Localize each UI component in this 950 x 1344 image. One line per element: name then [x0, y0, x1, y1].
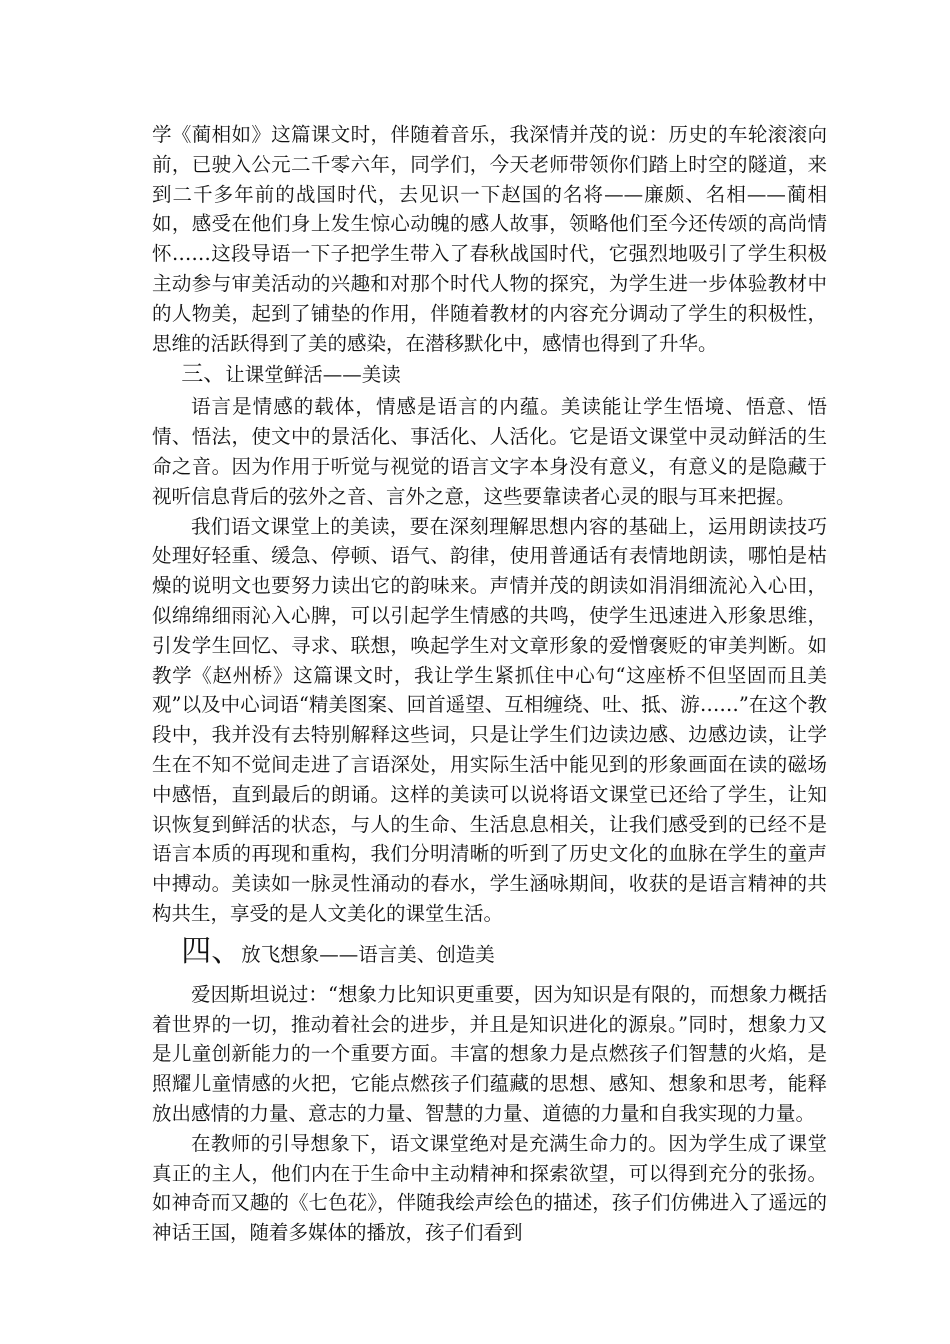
paragraph-guided-imagination: 在教师的引导想象下，语文课堂绝对是充满生命力的。因为学生成了课堂真正的主人，他们内在于生命中主动精神和探索欲望，可以得到充分的张扬。如神奇而又趣的《七色花》，伴随我绘声绘色的描述，孩子们仿佛进入了遥远的神话王国，随着多媒体的播放，孩子们看到 [152, 1131, 827, 1245]
document-body [152, 120, 827, 1248]
paragraph-einstein-quote: 爱因斯坦说过：“想象力比知识更重要，因为知识是有限的，而想象力概括着世界的一切，推动着社会的进步，并且是知识进化的源泉。”同时，想象力又是儿童创新能力的一个重要方面。丰富的想象力是点燃孩子们智慧的火焰，是照耀儿童情感的火把，它能点燃孩子们蕴藏的思想、感知、想象和思考，能释放出感情的力量、意志的力量、智慧的力量、道德的力量和自我实现的力量。 [152, 982, 827, 1125]
paragraph-continued: 学《蔺相如》这篇课文时，伴随着音乐，我深情并茂的说：历史的车轮滚滚向前，已驶入公元二千零六年，同学们，今天老师带领你们踏上时空的隧道，来到二千多年前的战国时代，去见识一下赵国的名将——廉颇、名相——蔺相如，感受在他们身上发生惊心动魄的感人故事，领略他们至今还传颂的高尚情怀……这段导语一下子把学生带入了春秋战国时代，它强烈地吸引了学生积极主动参与审美活动的兴趣和对那个时代人物的探究，为学生进一步体验教材中的人物美，起到了铺垫的作用，伴随着教材的内容充分调动了学生的积极性，思维的活跃得到了美的感染，在潜移默化中，感情也得到了升华。 [152, 123, 827, 355]
paragraph-language-emotion: 语言是情感的载体，情感是语言的内蕴。美读能让学生悟境、悟意、悟情、悟法，使文中的景活化、事活化、人活化。它是语文课堂中灵动鲜活的生命之音。因为作用于听觉与视觉的语言文字本身没有意义，有意义的是隐藏于视听信息背后的弦外之音、言外之意，这些要靠读者心灵的眼与耳来把握。 [152, 395, 827, 508]
section-heading-3-text: 让课堂鲜活——美读 [225, 363, 401, 387]
section-heading-3-number: 三、 [181, 362, 226, 388]
section-heading-4-text: 放飞想象——语言美、创造美 [241, 942, 495, 966]
section-heading-4-number: 四、 [181, 933, 242, 969]
paragraph-beautiful-reading: 我们语文课堂上的美读，要在深刻理解思想内容的基础上，运用朗读技巧处理好轻重、缓急、停顿、语气、韵律，使用普通话有表情地朗读，哪怕是枯燥的说明文也要努力读出它的韵味来。声情并茂的朗读如涓涓细流沁入心田，似绵绵细雨沁入心脾，可以引起学生情感的共鸣，使学生迅速进入形象思维，引发学生回忆、寻求、联想，唤起学生对文章形象的爱憎褒贬的审美判断。如教学《赵州桥》这篇课文时，我让学生紧抓住中心句“这座桥不但坚固而且美观”以及中心词语“精美图案、回首遥望、互相缠绕、吐、抵、游……”在这个教段中，我并没有去特别解释这些词，只是让学生们边读边感、边感边读，让学生在不知不觉间走进了言语深处，用实际生活中能见到的形象画面在读的磁场中感悟，直到最后的朗诵。这样的美读可以说将语文课堂已还给了学生，让知识恢复到鲜活的状态，与人的生命、生活息息相关，让我们感受到的已经不是语言本质的再现和重构，我们分明清晰的听到了历史文化的血脉在学生的童声中搏动。美读如一脉灵性涌动的春水，学生涵咏期间，收获的是语言精神的共构共生，享受的是人文美化的课堂生活。 [152, 514, 827, 925]
section-heading-3 [152, 358, 827, 392]
section-heading-4 [152, 935, 827, 972]
